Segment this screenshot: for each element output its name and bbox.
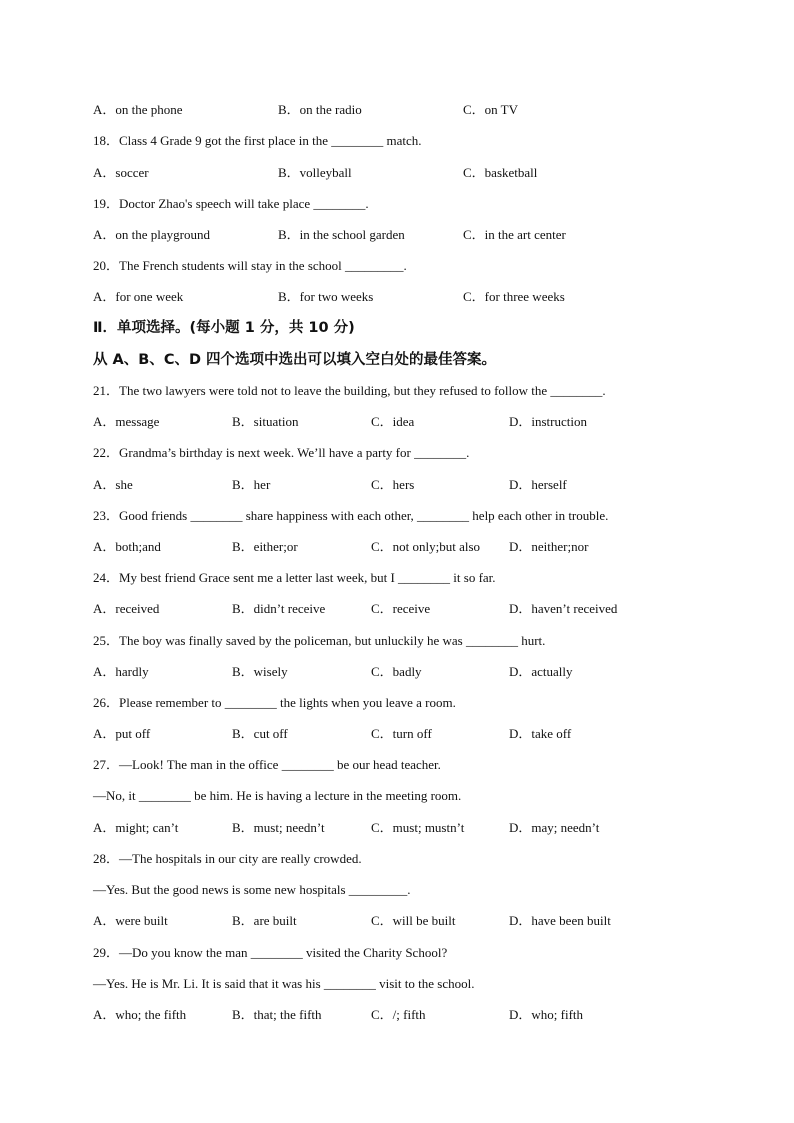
q29-option-b: B．that; the fifth (232, 1007, 322, 1022)
q28-option-d: D．have been built (509, 913, 611, 928)
q19-stem: 19．Doctor Zhao's speech will take place ________. (93, 196, 369, 211)
q25-option-a: A．hardly (93, 664, 149, 679)
q24-option-b: B．didn’t receive (232, 601, 326, 616)
q28-stem: 28．—The hospitals in our city are really crowded. (93, 851, 362, 866)
q17-option-a: A．on the phone (93, 102, 183, 117)
q22-option-d: D．herself (509, 477, 567, 492)
q28-option-a: A．were built (93, 913, 168, 928)
q19-option-b: B．in the school garden (278, 227, 405, 242)
q28-reply: —Yes. But the good news is some new hospitals _________. (93, 882, 411, 897)
q21-option-c: C．idea (371, 414, 415, 429)
q27-option-d: D．may; needn’t (509, 820, 600, 835)
q27-option-b: B．must; needn’t (232, 820, 325, 835)
q25-option-b: B．wisely (232, 664, 288, 679)
q22-option-b: B．her (232, 477, 271, 492)
q29-stem: 29．—Do you know the man ________ visited the Charity School? (93, 945, 448, 960)
q22-stem: 22．Grandma’s birthday is next week. We’ll have a party for ________. (93, 445, 470, 460)
q19-option-c: C．in the art center (463, 227, 566, 242)
q26-option-a: A．put off (93, 726, 151, 741)
q23-option-a: A．both;and (93, 539, 161, 554)
q21-option-d: D．instruction (509, 414, 587, 429)
q29-option-d: D．who; fifth (509, 1007, 584, 1022)
q29-reply: —Yes. He is Mr. Li. It is said that it was his ________ visit to the school. (93, 976, 475, 991)
q23-option-d: D．neither;nor (509, 539, 589, 554)
q24-option-a: A．received (93, 601, 160, 616)
q20-stem: 20．The French students will stay in the school _________. (93, 258, 407, 273)
q25-option-d: D．actually (509, 664, 573, 679)
q18-stem: 18．Class 4 Grade 9 got the first place in the ________ match. (93, 133, 422, 148)
q28-option-b: B．are built (232, 913, 297, 928)
q26-option-b: B．cut off (232, 726, 288, 741)
q18-option-c: C．basketball (463, 165, 538, 180)
q27-option-a: A．might; can’t (93, 820, 179, 835)
section-title: Ⅱ．单项选择。(每小题 1 分，共 10 分) (93, 320, 355, 336)
q28-option-c: C．will be built (371, 913, 456, 928)
q17-option-b: B．on the radio (278, 102, 362, 117)
q22-option-c: C．hers (371, 477, 415, 492)
q20-option-b: B．for two weeks (278, 289, 374, 304)
q26-stem: 26．Please remember to ________ the lights when you leave a room. (93, 695, 456, 710)
q26-option-c: C．turn off (371, 726, 432, 741)
q21-stem: 21．The two lawyers were told not to leave the building, but they refused to follow the ________. (93, 383, 606, 398)
q29-option-a: A．who; the fifth (93, 1007, 187, 1022)
q26-option-d: D．take off (509, 726, 572, 741)
q24-option-d: D．haven’t received (509, 601, 618, 616)
q23-stem: 23．Good friends ________ share happiness with each other, ________ help each other in trouble. (93, 508, 609, 523)
q23-option-c: C．not only;but also (371, 539, 481, 554)
q29-option-c: C．/; fifth (371, 1007, 426, 1022)
q25-stem: 25．The boy was finally saved by the policeman, but unluckily he was ________ hurt. (93, 633, 546, 648)
q18-option-b: B．volleyball (278, 165, 352, 180)
q19-option-a: A．on the playground (93, 227, 210, 242)
q25-option-c: C．badly (371, 664, 422, 679)
q20-option-c: C．for three weeks (463, 289, 565, 304)
q20-option-a: A．for one week (93, 289, 184, 304)
q21-option-b: B．situation (232, 414, 299, 429)
q21-option-a: A．message (93, 414, 160, 429)
q27-option-c: C．must; mustn’t (371, 820, 465, 835)
q22-option-a: A．she (93, 477, 133, 492)
section-instruction: 从 A、B、C、D 四个选项中选出可以填入空白处的最佳答案。 (93, 352, 497, 368)
q27-reply: —No, it ________ be him. He is having a lecture in the meeting room. (93, 788, 462, 803)
q17-option-c: C．on TV (463, 102, 519, 117)
q27-stem: 27．—Look! The man in the office ________ be our head teacher. (93, 757, 441, 772)
q24-option-c: C．receive (371, 601, 431, 616)
q24-stem: 24．My best friend Grace sent me a letter last week, but I ________ it so far. (93, 570, 496, 585)
q18-option-a: A．soccer (93, 165, 149, 180)
q23-option-b: B．either;or (232, 539, 298, 554)
